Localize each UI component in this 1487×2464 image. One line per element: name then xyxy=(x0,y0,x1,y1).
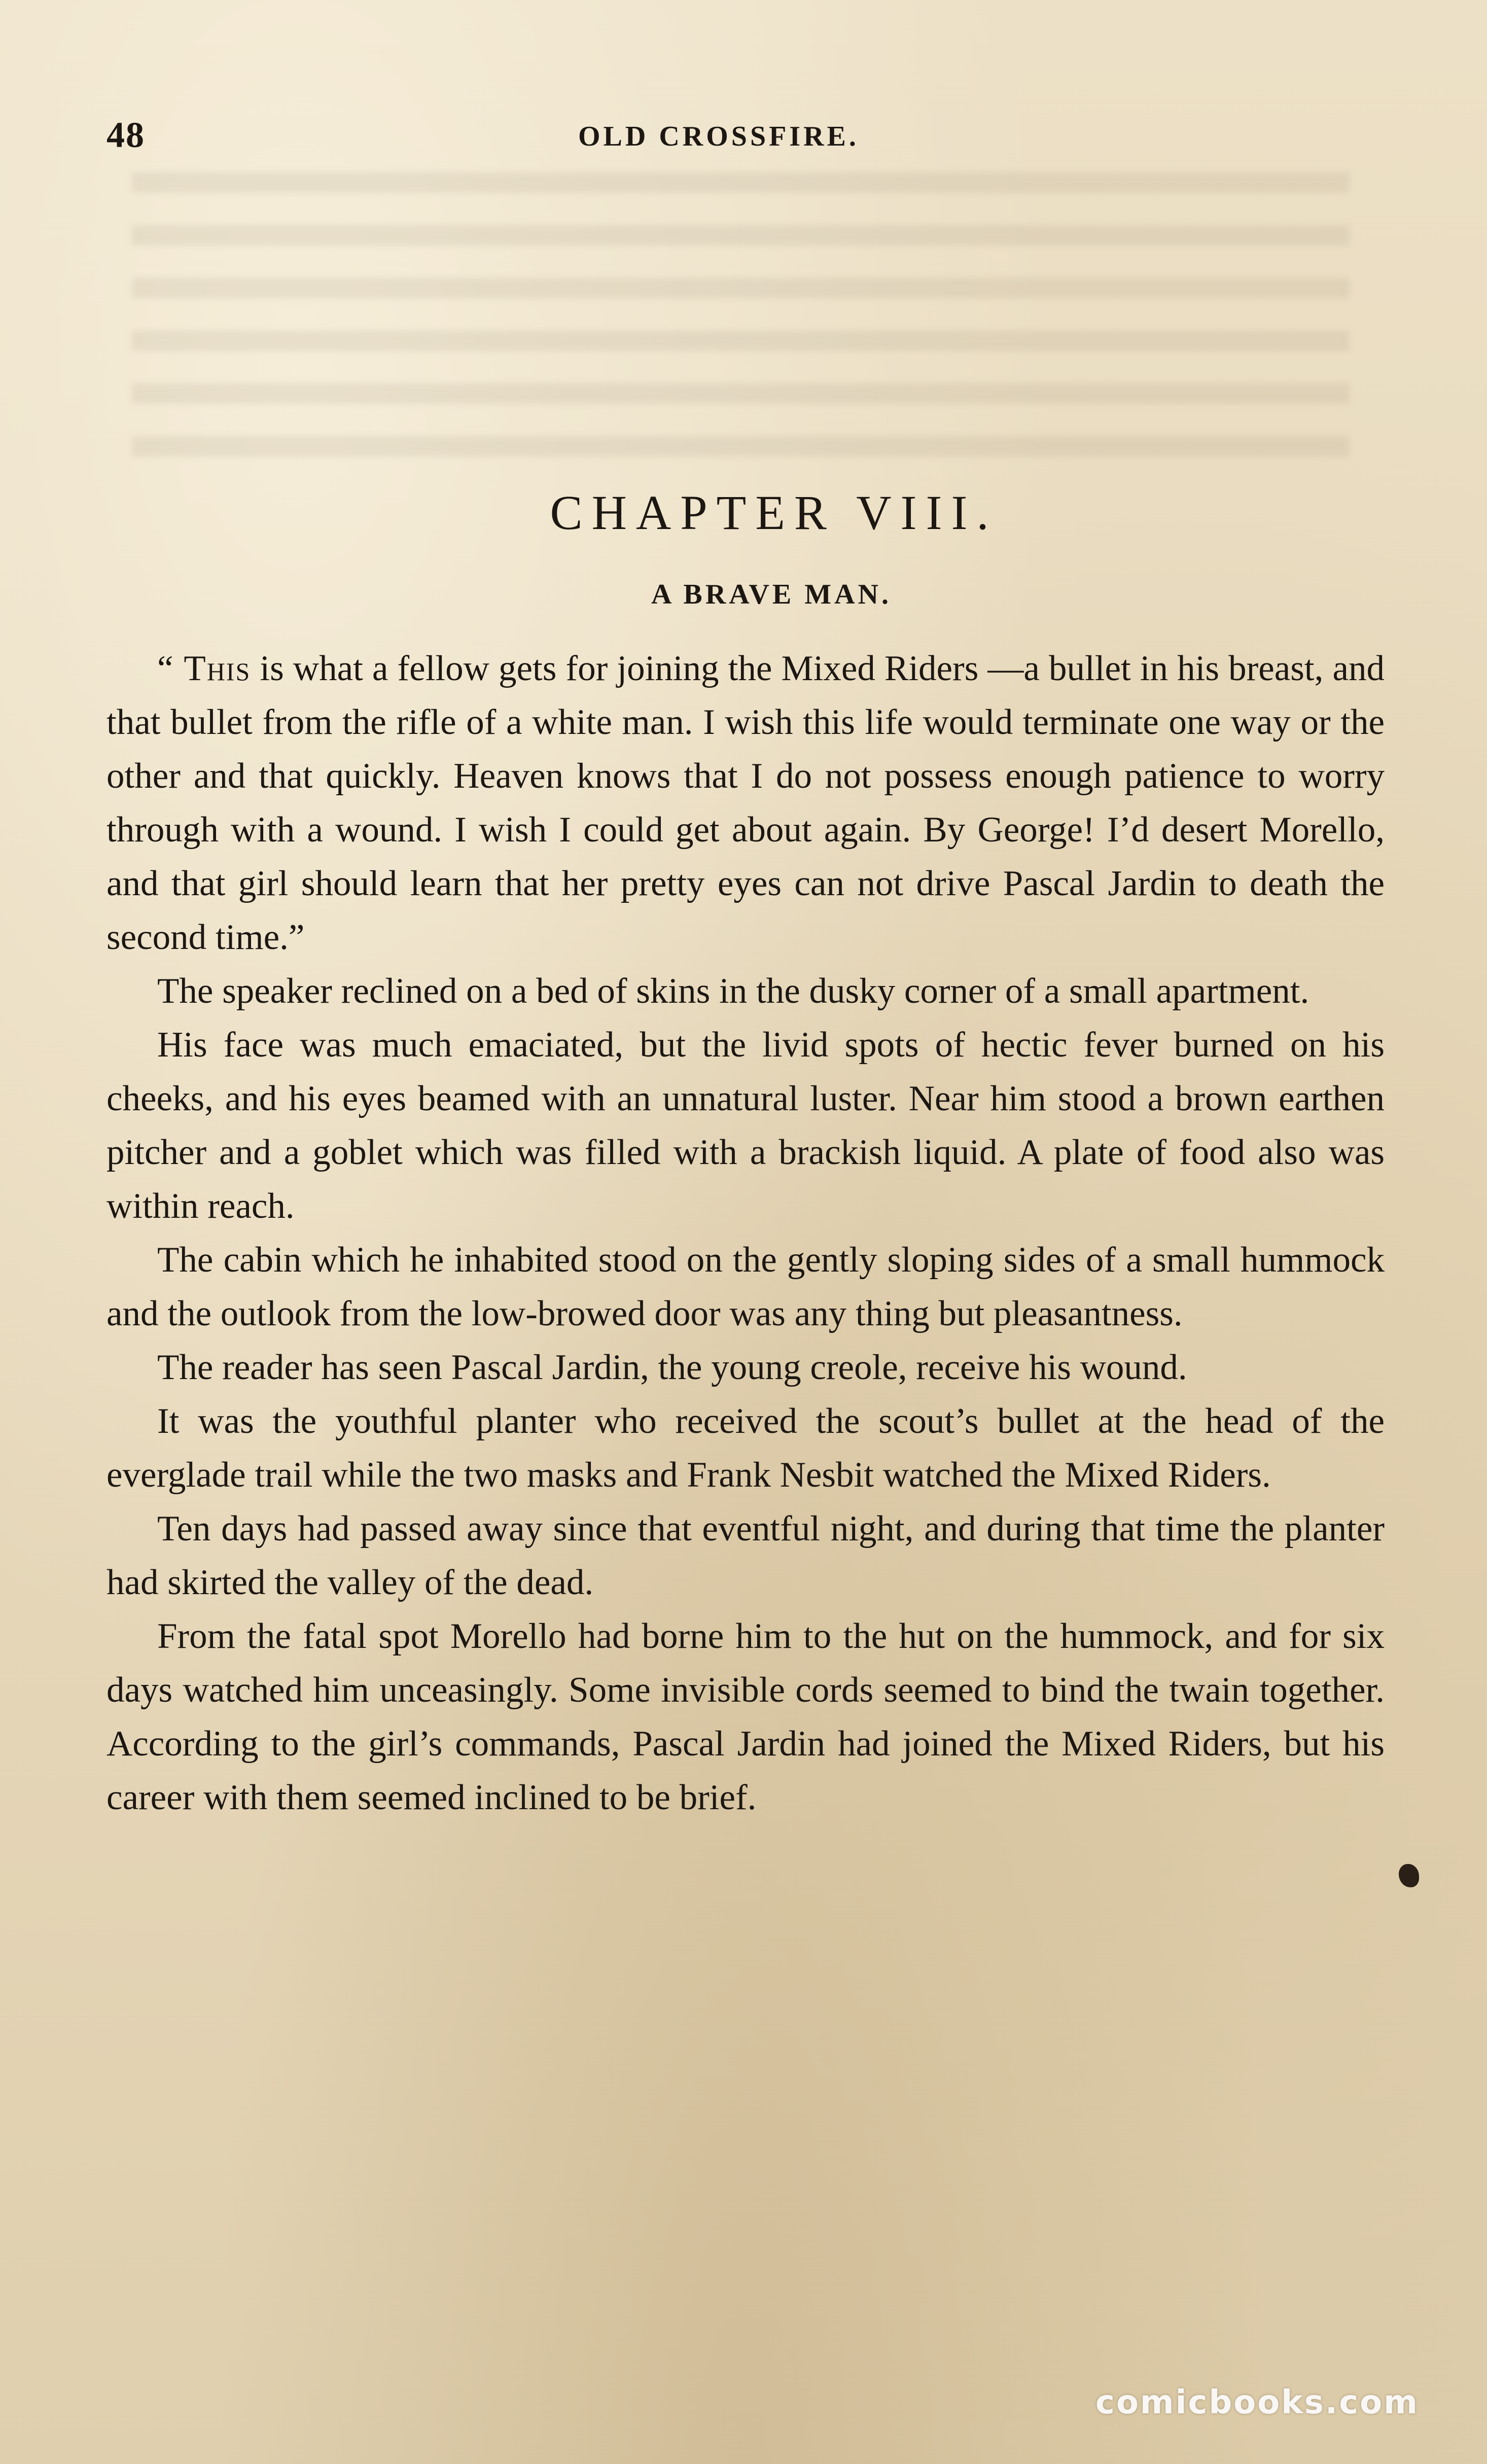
running-title: OLD CROSSFIRE. xyxy=(578,121,859,152)
paragraph-text: From the fatal spot Morello had borne him to the hut on the hummock, and for six days watched him unceasingly. Some invisible cords seemed to bind the twain together. According to the girl’s commands, Pascal Jardin had joined the Mixed Riders, but his career with them seemed inclined to be brief. xyxy=(107,1616,1385,1817)
body-text xyxy=(107,642,1385,1824)
paragraph-text: Ten days had passed away since that eventful night, and during that time the planter had skirted the valley of the dead. xyxy=(107,1509,1385,1602)
watermark: comicbooks.com xyxy=(1095,2384,1419,2421)
chapter-heading: CHAPTER VIII. xyxy=(550,485,998,540)
paragraph xyxy=(107,1394,1385,1502)
paragraph-lead: “ This xyxy=(157,649,251,688)
chapter-subtitle: A BRAVE MAN. xyxy=(651,579,892,610)
running-head xyxy=(107,114,1385,160)
paragraph xyxy=(107,1609,1385,1824)
paragraph-text: It was the youthful planter who received the scout’s bullet at the head of the everglade trail while the two masks and Frank Nesbit watched the Mixed Riders. xyxy=(107,1401,1385,1495)
paragraph-text: The reader has seen Pascal Jardin, the young creole, receive his wound. xyxy=(157,1348,1187,1387)
ink-blot xyxy=(1399,1864,1419,1887)
paragraph-text: The speaker reclined on a bed of skins in the dusky corner of a small apartment. xyxy=(157,971,1309,1011)
page-number: 48 xyxy=(107,115,145,155)
paragraph-text: The cabin which he inhabited stood on the gently sloping sides of a small hummock and the outlook from the low-browed door was any thing but pleasantness. xyxy=(107,1240,1385,1333)
paragraph xyxy=(107,1233,1385,1341)
paragraph-text: is what a fellow gets for joining the Mixed Riders —a bullet in his breast, and that bullet from the rifle of a white man. I wish this life would terminate one way or the other and that quickly. Heaven knows that I do not possess enough patience to worry through with a wound. I wish I could get about again. By George! I’d desert Morello, and that girl should learn that her pretty eyes can not drive Pascal Jardin to death the second time.” xyxy=(107,649,1385,957)
paragraph xyxy=(107,1341,1385,1394)
paragraph xyxy=(107,1018,1385,1233)
paragraph xyxy=(107,642,1385,964)
show-through-text xyxy=(132,172,1349,477)
paragraph-text: His face was much emaciated, but the livid spots of hectic fever burned on his cheeks, and his eyes beamed with an unnatural luster. Near him stood a brown earthen pitcher and a goblet which was filled with a brackish liquid. A plate of food also was within reach. xyxy=(107,1025,1385,1226)
paragraph xyxy=(107,1502,1385,1609)
paragraph xyxy=(107,964,1385,1018)
